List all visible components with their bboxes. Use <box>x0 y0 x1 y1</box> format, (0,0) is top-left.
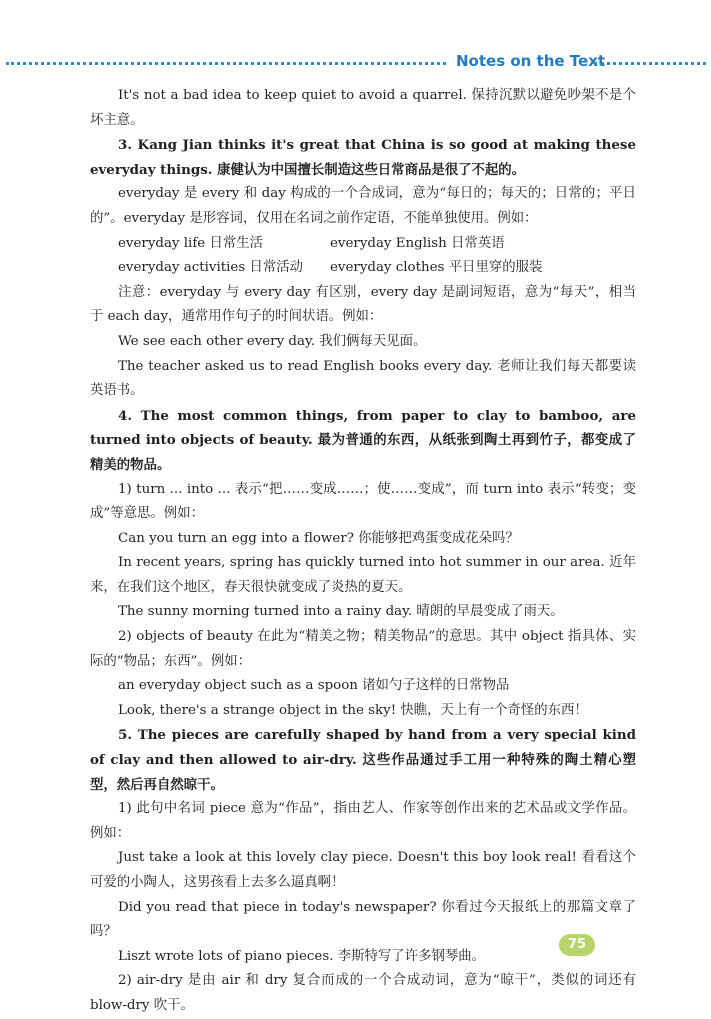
example-sentence: Did you read that piece in today's newspaper? 你看过今天报纸上的那篇文章了吗？ <box>90 899 636 940</box>
note-5-heading: 5. The pieces are carefully shaped by hand from a very special kind of clay and then allowed to air-dry. 这些作品通过手工用一种特殊的陶土精心塑型，然后再自然晾干。 <box>90 727 636 793</box>
example-sentence: an everyday object such as a spoon 诸如勺子这样的日常物品 <box>118 678 510 694</box>
running-header <box>0 52 711 74</box>
note-4-heading: 4. The most common things, from paper to clay to bamboo, are turned into objects of beauty. 最为普通的东西，从纸张到陶土再到竹子，都变成了精美的物品。 <box>90 407 636 473</box>
collocation-row <box>90 232 636 257</box>
example-sentence: We see each other every day. 我们俩每天见面。 <box>118 333 427 349</box>
note-3-heading: 3. Kang Jian thinks it's great that China is so good at making these everyday things. 康健认为中国擅长制造这些日常商品是很了不起的。 <box>90 137 636 178</box>
example-sentence: It's not a bad idea to keep quiet to avoid a quarrel. 保持沉默以避免吵架不是个坏主意。 <box>90 88 636 128</box>
collocation-row <box>90 256 636 281</box>
header-dotted-rule-right <box>594 62 706 65</box>
example-sentence: The teacher asked us to read English books every day. 老师让我们每天都要读英语书。 <box>90 358 636 399</box>
collocation-item: everyday life 日常生活 <box>118 235 264 251</box>
example-sentence: Can you turn an egg into a flower? 你能够把鸡蛋变成花朵吗？ <box>118 530 519 546</box>
example-sentence: In recent years, spring has quickly turned into hot summer in our area. 近年来，在我们这个地区，春天很快就变成了炎热的夏天。 <box>90 555 636 595</box>
page-number-badge: 75 <box>559 934 595 956</box>
collocation-item: everyday activities 日常活动 <box>118 260 304 276</box>
example-sentence: Just take a look at this lovely clay piece. Doesn't this boy look real! 看看这个可爱的小陶人，这男孩看上去多么逼真啊！ <box>90 850 636 890</box>
note-3-caution: 注意：everyday 与 every day 有区别，every day 是副词短语，意为“每天”，相当于 each day，通常用作句子的时间状语。例如： <box>90 284 636 325</box>
header-dotted-rule-left <box>6 62 446 65</box>
section-title: Notes on the Text <box>456 52 606 70</box>
note-4-point-1: 1) turn ... into ... 表示“把……变成……；使……变成”，而 turn into 表示“转变；变成”等意思。例如： <box>90 481 636 522</box>
collocation-item: everyday English 日常英语 <box>330 235 505 251</box>
note-3-explanation: everyday 是 every 和 day 构成的一个合成词，意为“每日的；每天的；日常的；平日的”。everyday 是形容词，仅用在名词之前作定语，不能单独使用。例如： <box>90 186 636 226</box>
note-4-point-2: 2) objects of beauty 在此为“精美之物；精美物品”的意思。其中 object 指具体、实际的“物品；东西”。例如： <box>90 629 636 669</box>
note-5-point-1: 1) 此句中名词 piece 意为“作品”，指由艺人、作家等创作出来的艺术品或文学作品。例如： <box>90 801 636 841</box>
page-body <box>90 84 636 1019</box>
example-sentence: Look, there's a strange object in the sky! 快瞧，天上有一个奇怪的东西！ <box>118 702 588 718</box>
example-sentence: Liszt wrote lots of piano pieces. 李斯特写了许多钢琴曲。 <box>118 948 486 964</box>
note-5-point-2: 2) air-dry 是由 air 和 dry 复合而成的一个合成动词，意为“晾干”，类似的词还有 blow-dry 吹干。 <box>90 973 636 1013</box>
example-sentence: The sunny morning turned into a rainy day. 晴朗的早晨变成了雨天。 <box>118 604 564 620</box>
collocation-item: everyday clothes 平日里穿的服装 <box>330 260 543 276</box>
